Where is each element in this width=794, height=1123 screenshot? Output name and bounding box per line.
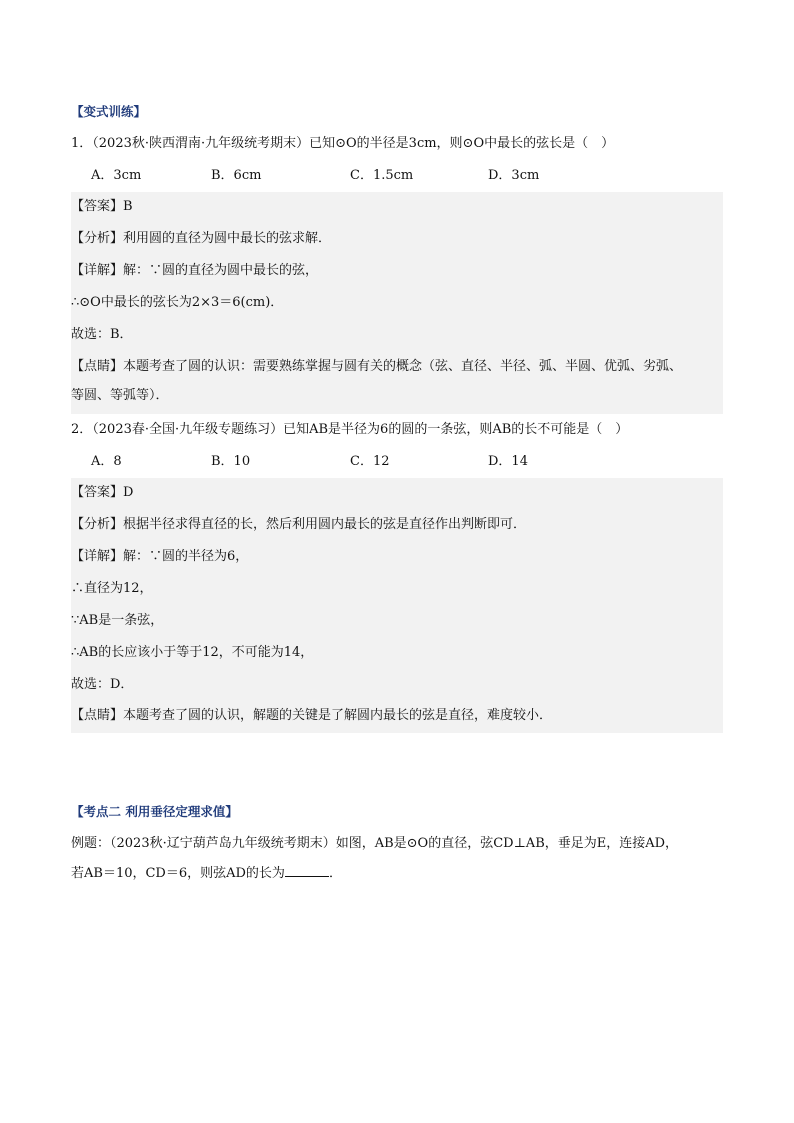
question-1-stem: 1．（2023秋·陕西渭南·九年级统考期末）已知⊙O的半径是3cm，则⊙O中最长的弦长是（ ） xyxy=(71,136,615,151)
example-line-2-end: ． xyxy=(328,866,342,881)
q2-option-b: B．10 xyxy=(211,454,251,469)
q2-option-d: D．14 xyxy=(488,454,528,469)
q1-option-a: A．3cm xyxy=(91,168,142,183)
q1-option-b: B．6cm xyxy=(211,168,262,183)
q2-detail-3: ∵AB是一条弦， xyxy=(71,613,164,628)
example-line-2 xyxy=(71,864,342,884)
example-line-1: 例题：（2023秋·辽宁葫芦岛九年级统考期末）如图，AB是⊙O的直径，弦CD⊥AB，垂足为E，连接AD， xyxy=(71,836,679,851)
q1-analysis: 【分析】利用圆的直径为圆中最长的弦求解． xyxy=(71,231,332,246)
answer-blank[interactable] xyxy=(285,864,329,877)
question-2-stem: 2．（2023春·全国·九年级专题练习）已知AB是半径为6的圆的一条弦，则AB的长不可能是（ ） xyxy=(71,422,629,437)
section-2-heading: 【考点二 利用垂径定理求值】 xyxy=(71,804,238,819)
q2-answer: 【答案】D xyxy=(71,485,134,500)
q2-detail-2: ∴直径为12， xyxy=(71,581,153,596)
q2-option-a: A．8 xyxy=(91,454,122,469)
q1-detail-2: ∴⊙O中最长的弦长为2×3＝6(cm)． xyxy=(71,295,284,310)
q2-option-c: C．12 xyxy=(350,454,390,469)
q1-answer: 【答案】B xyxy=(71,199,133,214)
q1-conclusion: 故选：B． xyxy=(71,327,133,342)
q1-comment-1: 【点睛】本题考查了圆的认识：需要熟练掌握与圆有关的概念（弦、直径、半径、弧、半圆、优弧、劣弧、 xyxy=(71,359,683,374)
section-heading: 【变式训练】 xyxy=(71,104,147,119)
q2-analysis: 【分析】根据半径求得直径的长，然后利用圆内最长的弦是直径作出判断即可． xyxy=(71,517,527,532)
q1-comment-2: 等圆、等弧等）． xyxy=(71,388,169,403)
q1-option-c: C．1.5cm xyxy=(350,168,414,183)
q2-conclusion: 故选：D． xyxy=(71,677,134,692)
q2-comment: 【点睛】本题考查了圆的认识，解题的关键是了解圆内最长的弦是直径，难度较小． xyxy=(71,708,553,723)
q2-detail-1: 【详解】解：∵圆的半径为6， xyxy=(71,549,249,564)
q1-detail-1: 【详解】解：∵圆的直径为圆中最长的弦， xyxy=(71,263,319,278)
q2-detail-4: ∴AB的长应该小于等于12，不可能为14， xyxy=(71,645,314,660)
q1-option-d: D．3cm xyxy=(488,168,540,183)
example-line-2-text: 若AB＝10，CD＝6，则弦AD的长为 xyxy=(71,866,285,881)
